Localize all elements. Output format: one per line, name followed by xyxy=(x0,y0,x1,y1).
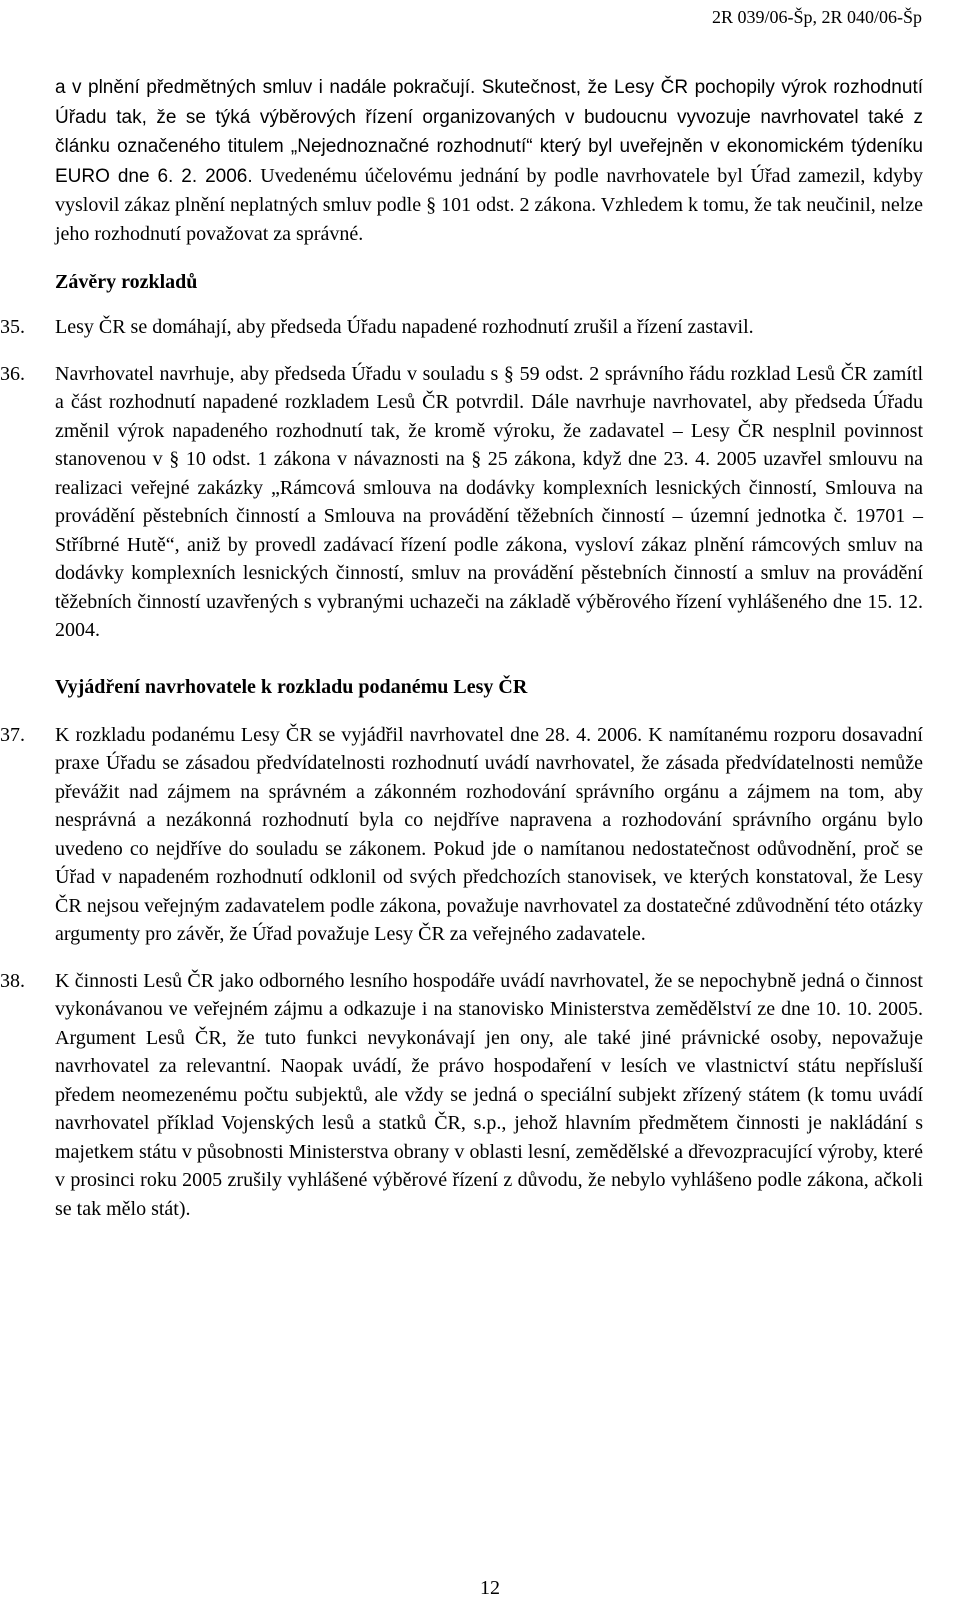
paragraph-number: 37. xyxy=(0,723,25,746)
section-heading-conclusions: Závěry rozkladů xyxy=(55,271,198,293)
page-number: 12 xyxy=(480,1577,500,1599)
paragraph-text: Lesy ČR se domáhají, aby předseda Úřadu napadené rozhodnutí zrušil a řízení zastavil. xyxy=(55,316,754,338)
numbered-paragraph-35 xyxy=(0,313,923,342)
document-body xyxy=(0,73,924,1241)
intro-serif-text: Uvedenému účelovému jednání by podle navrhovatele byl Úřad zamezil, kdyby vyslovil zákaz plnění neplatných smluv podle § 101 odst. 2 zákona. Vzhledem k tomu, že tak neučinil, nelze jeho rozhodnutí považovat za správné. xyxy=(55,164,924,245)
paragraph-text: K činnosti Lesů ČR jako odborného lesního hospodáře uvádí navrhovatel, že se nepochybně jedná o činnost vykonávanou ve veřejném zájmu a odkazuje i na stanovisko Ministerstva zemědělství ze dne 10. 10. 2005. Argument Lesů ČR, že tuto funkci nevykonávají jen ony, ale také jiné právnické osoby, nepovažuje navrhovatel za relevantní. Naopak uvádí, že právo hospodaření v lesích ve vlastnictví státu nepřísluší předem neomezenému počtu subjektů, ale vždy se jedná o speciální subjekt zřízený státem (k tomu uvádí navrhovatel příklad Vojenských lesů a statků ČR, s.p., jehož hlavním předmětem činnosti je nakládání s majetkem státu v působnosti Ministerstva obrany v oblasti lesní, zemědělské a dřevozpracující výroby, které v prosinci roku 2005 zrušily vyhlášené výběrové řízení z důvodu, že nebylo vyhlášeno podle zákona, ačkoli se tak mělo stát). xyxy=(55,969,923,1220)
intro-sans-text: a v plnění předmětných smluv i nadále pokračují. Skutečnost, že Lesy ČR pochopily výrok rozhodnutí Úřadu tak, že se týká výběrových řízení organizovaných v budoucnu vyvozuje navrhovatel také z článku označeného titulem „Nejednoznačné rozhodnutí“ který byl uveřejněn v ekonomickém týdeníku EURO dne 6. 2. 2006. xyxy=(55,77,923,187)
numbered-paragraph-36 xyxy=(0,360,923,645)
paragraph-text: K rozkladu podanému Lesy ČR se vyjádřil navrhovatel dne 28. 4. 2006. K namítanému rozporu dosavadní praxe Úřadu se zásadou předvídatelnosti rozhodnutí uvádí navrhovatel, že zásada předvídatelnosti nemůže převážit nad zájmem na správném a zákonném rozhodování správního orgánu a zájmem na tom, aby nesprávná a nezákonná rozhodnutí byla co nejdříve napravena a rozhodování správního orgánu bylo uvedeno co nejdříve do souladu se zákonem. Pokud jde o namítanou nedostatečnost odůvodnění, proč se Úřad v napadeném rozhodnutí odklonil od svých předchozích stanovisek, ve kterých konstatoval, že Lesy ČR nejsou veřejným zadavatelem podle zákona, považuje navrhovatel za dostatečné zdůvodnění této otázky argumenty pro závěr, že Úřad považuje Lesy ČR za veřejného zadavatele. xyxy=(55,723,923,945)
section-heading-statement: Vyjádření navrhovatele k rozkladu podanému Lesy ČR xyxy=(55,675,528,698)
paragraph-number: 38. xyxy=(0,969,25,992)
paragraph-number: 35. xyxy=(0,316,25,338)
paragraph-text: Navrhovatel navrhuje, aby předseda Úřadu v souladu s § 59 odst. 2 správního řádu rozklad Lesů ČR zamítl a část rozhodnutí napadené rozkladem Lesů ČR potvrdil. Dále navrhuje navrhovatel, aby předseda Úřadu změnil výrok napadeného rozhodnutí tak, že kromě výroku, že zadavatel – Lesy ČR nesplnil povinnost stanovenou v § 10 odst. 1 zákona v návaznosti na § 25 zákona, když dne 23. 4. 2005 uzavřel smlouvu na realizaci veřejné zakázky „Rámcová smlouva na dodávky komplexních lesnických činností, Smlouva na provádění pěstebních činností a Smlouva na provádění těžebních činností – územní jednotka č. 19701 – Stříbrné Hutě“, aniž by provedl zadávací řízení podle zákona, vysloví zákaz plnění rámcových smluv na dodávky komplexních lesnických činností, smluv na provádění pěstebních činností a smluv na provádění těžebních činností uzavřených s vybranými uchazeči na základě výběrového řízení vyhlášeného dne 15. 12. 2004. xyxy=(55,362,923,641)
intro-paragraph xyxy=(55,73,923,248)
numbered-paragraph-37 xyxy=(0,721,923,949)
paragraph-number: 36. xyxy=(0,362,25,385)
case-reference: 2R 039/06-Šp, 2R 040/06-Šp xyxy=(711,7,922,27)
numbered-paragraph-38 xyxy=(0,967,923,1224)
